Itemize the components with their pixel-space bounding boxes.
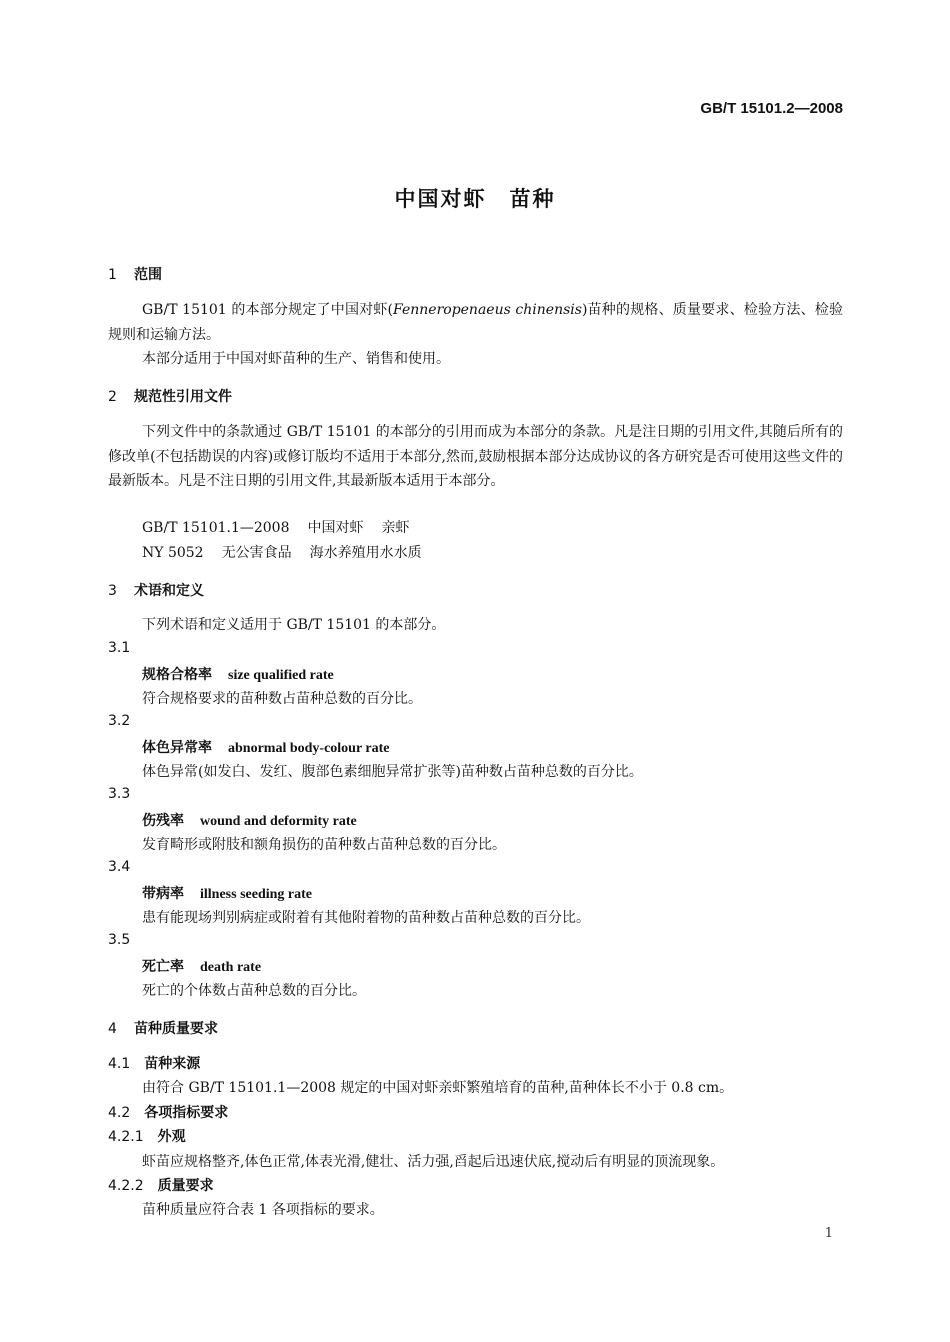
section-number: 2: [108, 389, 117, 405]
section-1-paragraph-2: 本部分适用于中国对虾苗种的生产、销售和使用。: [142, 351, 450, 367]
normative-reference-item: [142, 517, 428, 537]
page-number: 1: [824, 1226, 833, 1241]
term-definition: 符合规格要求的苗种数占苗种总数的百分比。: [142, 691, 422, 707]
section-title: 苗种质量要求: [134, 1021, 218, 1037]
subsection-text: 由符合 GB/T 15101.1—2008 规定的中国对虾亲虾繁殖培育的苗种,苗种体长不小于 0.8 cm。: [142, 1080, 734, 1096]
subsection-heading: 4.1 苗种来源: [108, 1056, 201, 1072]
term-heading: 伤残率 wound and deformity rate: [142, 813, 357, 829]
reference-code: NY 5052: [142, 545, 204, 561]
section-number: 1: [108, 267, 117, 283]
section-number: 4: [108, 1021, 117, 1037]
reference-title: 无公害食品: [221, 545, 292, 561]
subsection-text: 虾苗应规格整齐,体色正常,体表光滑,健壮、活力强,舀起后迅速伏底,搅动后有明显的顶流现象。: [142, 1154, 725, 1170]
section-1-heading: [108, 264, 162, 284]
section-title: 术语和定义: [134, 583, 204, 599]
term-heading: 规格合格率 size qualified rate: [142, 667, 334, 683]
reference-code: GB/T 15101.1—2008: [142, 520, 290, 536]
term-number: 3.3: [108, 786, 131, 802]
subsection-heading: 4.2.2 质量要求: [108, 1178, 214, 1194]
section-2-heading: [108, 386, 232, 406]
reference-title: 中国对虾: [307, 520, 364, 536]
standard-number: GB/T 15101.2—2008: [700, 100, 843, 117]
term-definition: 患有能现场判别病症或附着有其他附着物的苗种数占苗种总数的百分比。: [142, 910, 590, 926]
reference-subtitle: 亲虾: [381, 520, 410, 536]
section-1-paragraph-1: GB/T 15101 的本部分规定了中国对虾(Fenneropenaeus chinensis)苗种的规格、质量要求、检验方法、检验规则和运输方法。: [108, 302, 843, 343]
section-2-paragraph: 下列文件中的条款通过 GB/T 15101 的本部分的引用而成为本部分的条款。凡是注日期的引用文件,其随后所有的修改单(不包括勘误的内容)或修订版均不适用于本部分,然而,鼓励根据本部分达成协议的各方研究是否可使用这些文件的最新版本。凡是不注日期的引用文件,其最新版本适用于本部分。: [108, 424, 843, 489]
term-number: 3.2: [108, 713, 131, 729]
term-heading: 体色异常率 abnormal body-colour rate: [142, 740, 390, 756]
term-definition: 体色异常(如发白、发红、腹部色素细胞异常扩张等)苗种数占苗种总数的百分比。: [142, 764, 643, 780]
section-4-heading: [108, 1018, 218, 1038]
reference-subtitle: 海水养殖用水水质: [309, 545, 422, 561]
normative-reference-item: [142, 542, 440, 562]
term-number: 3.5: [108, 932, 131, 948]
document-title: 中国对虾 苗种: [394, 187, 556, 211]
term-definition: 死亡的个体数占苗种总数的百分比。: [142, 983, 366, 999]
section-title: 范围: [134, 267, 162, 283]
section-title: 规范性引用文件: [134, 389, 232, 405]
section-3-intro: 下列术语和定义适用于 GB/T 15101 的本部分。: [142, 617, 446, 633]
term-number: 3.4: [108, 859, 131, 875]
term-definition: 发育畸形或附肢和额角损伤的苗种数占苗种总数的百分比。: [142, 837, 506, 853]
subsection-heading: 4.2 各项指标要求: [108, 1105, 229, 1121]
subsection-text: 苗种质量应符合表 1 各项指标的要求。: [142, 1202, 384, 1218]
latin-species-name: Fenneropenaeus chinensis: [393, 302, 582, 318]
term-heading: 带病率 illness seeding rate: [142, 886, 312, 902]
term-heading: 死亡率 death rate: [142, 959, 262, 975]
subsection-heading: 4.2.1 外观: [108, 1129, 186, 1145]
section-number: 3: [108, 583, 117, 599]
term-number: 3.1: [108, 640, 131, 656]
section-3-heading: [108, 580, 204, 600]
